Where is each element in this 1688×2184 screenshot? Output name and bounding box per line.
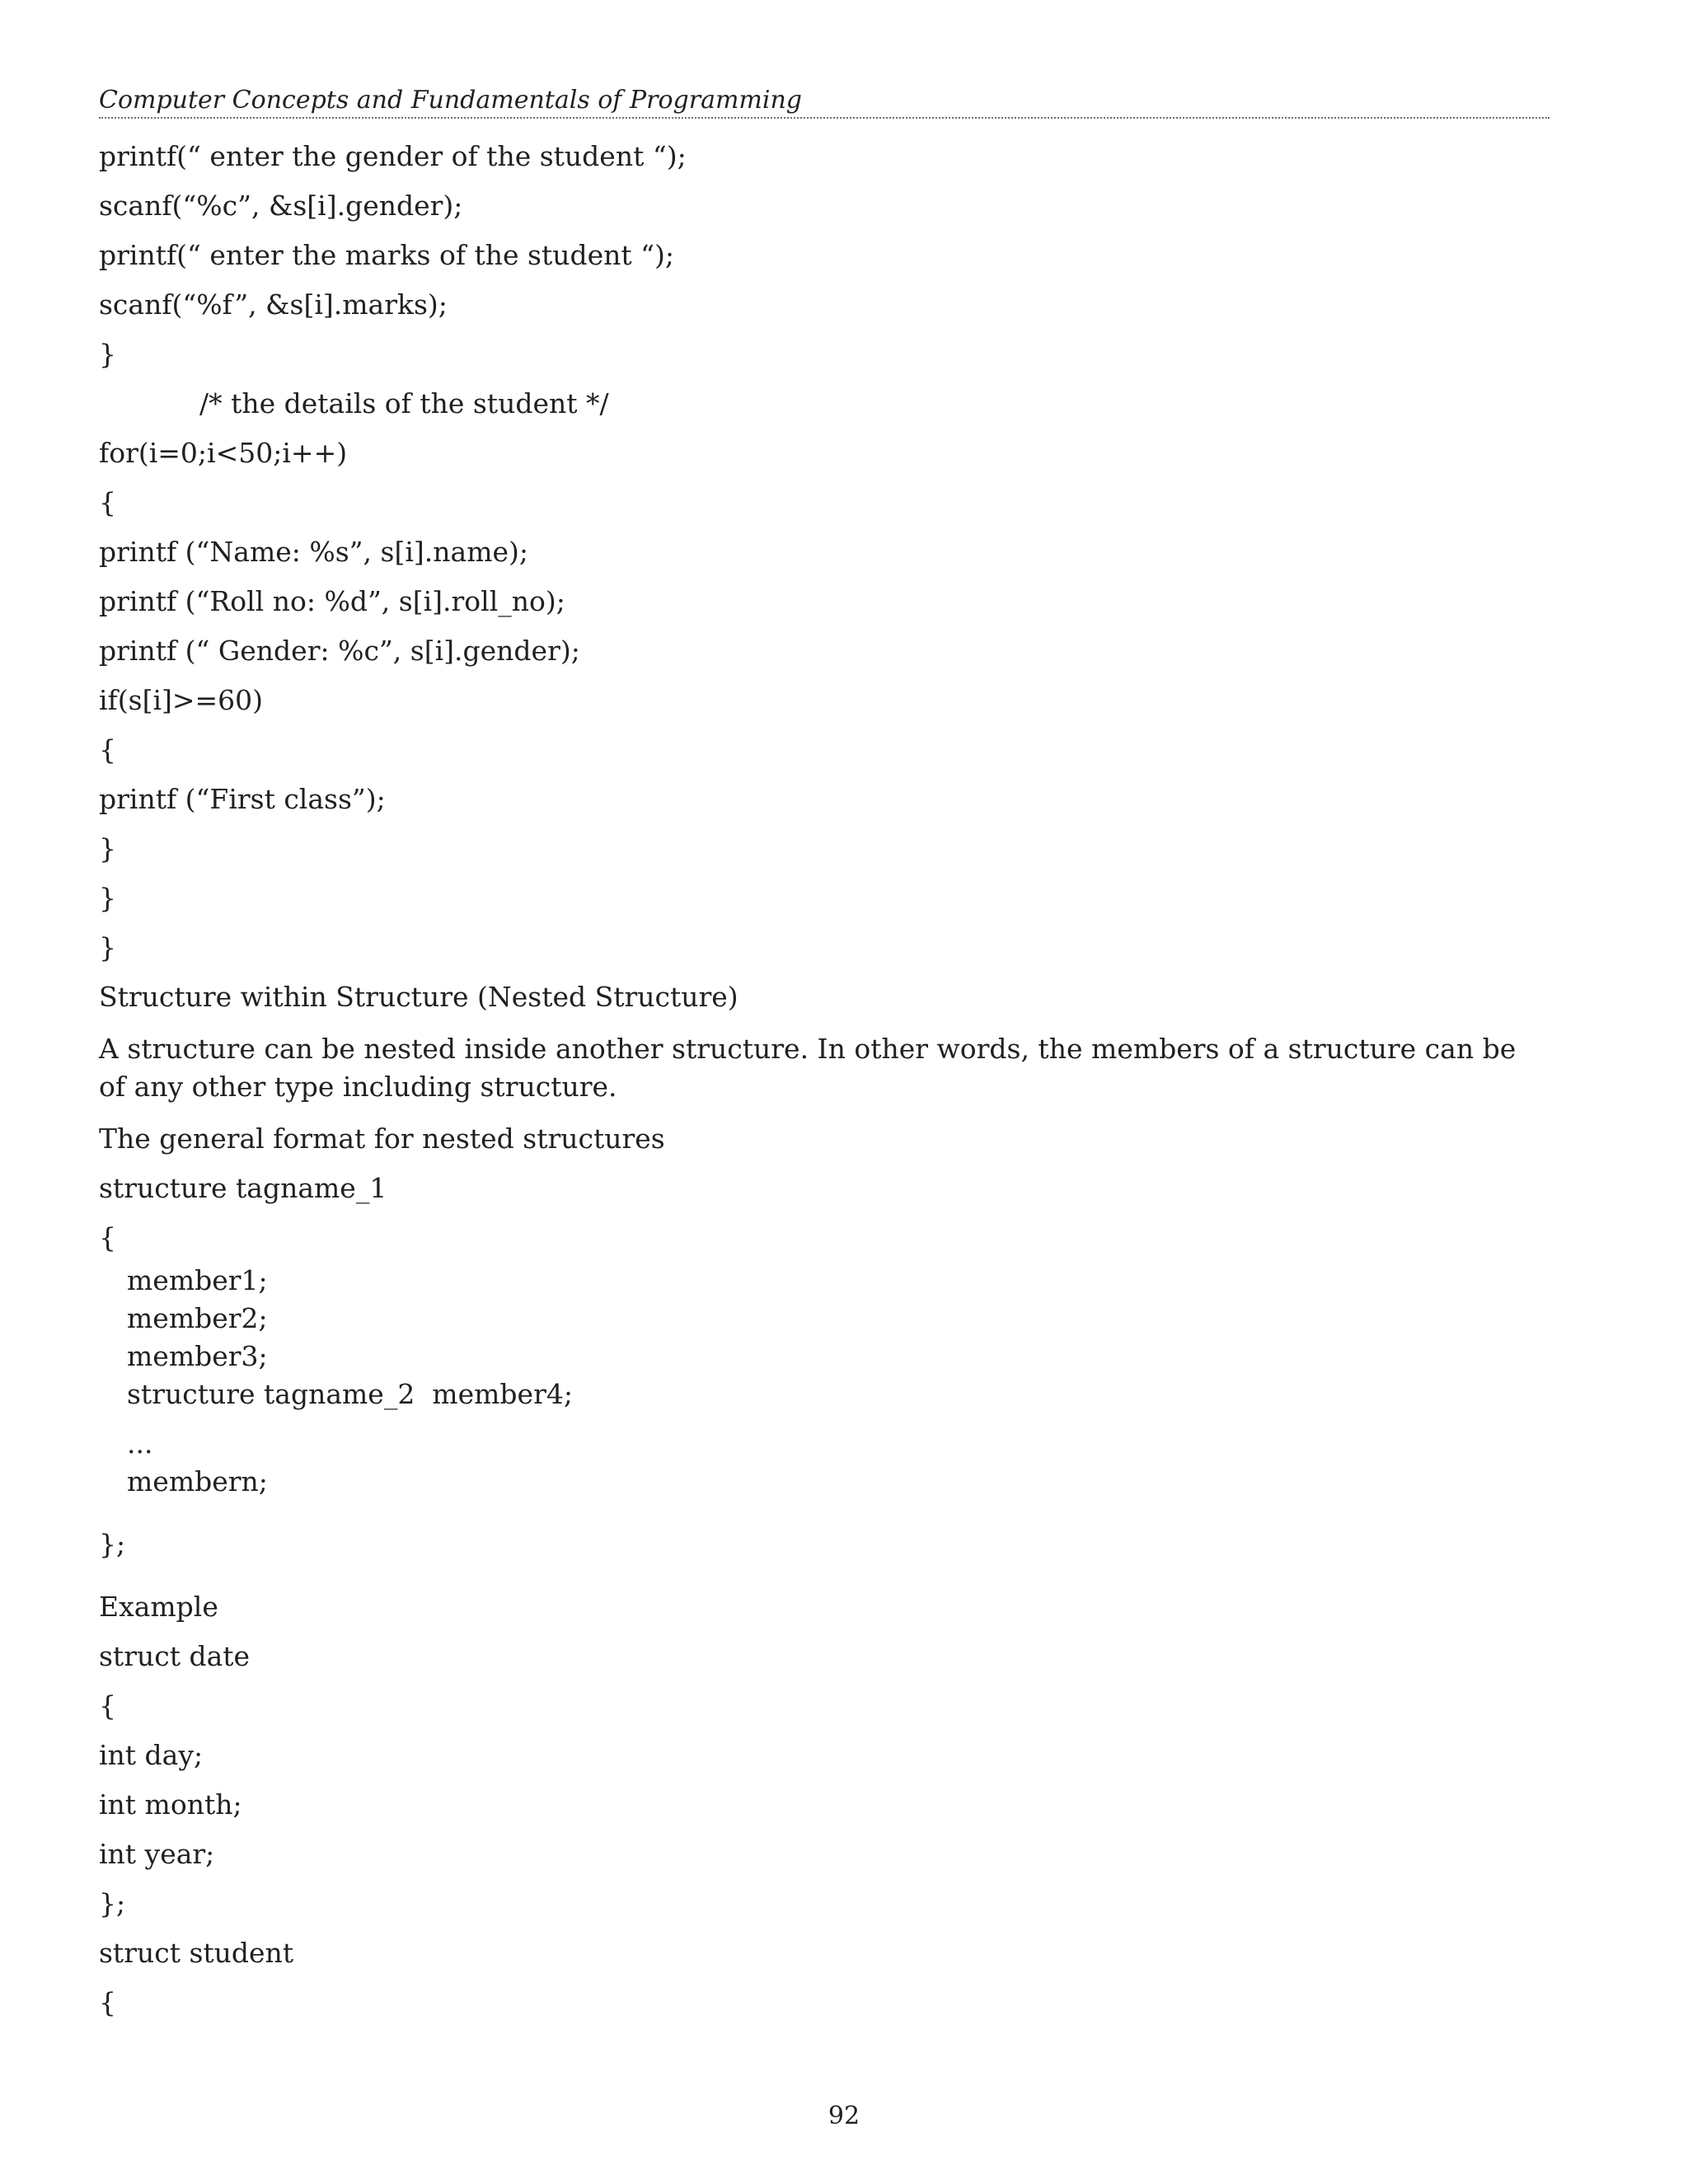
code-line: printf (“Roll no: %d”, s[i].roll_no); [99, 585, 565, 617]
format-brace-open: { [99, 1221, 116, 1254]
code-line: }; [99, 1887, 126, 1919]
page-number: 92 [828, 2102, 860, 2130]
format-member: structure tagname_2 member4; [127, 1378, 573, 1410]
running-header: Computer Concepts and Fundamentals of Programming [99, 86, 802, 115]
code-line: int day; [99, 1739, 204, 1771]
format-member: member2; [127, 1302, 268, 1334]
format-code-block [99, 1221, 1550, 1561]
format-member: member1; [127, 1264, 268, 1296]
page-content [99, 140, 1550, 2036]
section-paragraph: A structure can be nested inside another structure. In other words, the members of a structure can be of any other type including structure. [99, 1033, 1517, 1103]
code-line: printf (“ Gender: %c”, s[i].gender); [99, 635, 580, 667]
format-struct-line: structure tagname_1 [99, 1172, 387, 1204]
code-block-output [99, 437, 1550, 964]
format-intro: The general format for nested structures [99, 1122, 665, 1155]
code-line: scanf(“%f”, &s[i].marks); [99, 288, 448, 321]
format-member: member3; [127, 1340, 268, 1372]
code-line: struct date [99, 1640, 251, 1672]
code-line: printf(“ enter the gender of the student “); [99, 140, 687, 172]
code-line: scanf(“%c”, &s[i].gender); [99, 190, 463, 222]
example-code-block [99, 1640, 1550, 2019]
code-line: printf (“First class”); [99, 783, 386, 815]
format-ellipsis: ... [127, 1427, 153, 1460]
code-line: printf(“ enter the marks of the student “); [99, 239, 675, 271]
code-line: { [99, 1986, 116, 2018]
section-heading: Structure within Structure (Nested Structure) [99, 981, 738, 1013]
code-line: } [99, 882, 116, 914]
code-line: { [99, 486, 116, 518]
code-line: if(s[i]>=60) [99, 684, 264, 716]
code-line: { [99, 1690, 116, 1722]
code-line: } [99, 931, 116, 963]
code-line: struct student [99, 1937, 294, 1969]
code-line: } [99, 832, 116, 865]
format-member: membern; [127, 1465, 268, 1497]
code-comment: /* the details of the student */ [199, 387, 609, 419]
code-line: } [99, 338, 116, 370]
code-line: int month; [99, 1788, 242, 1821]
header-divider [99, 117, 1550, 119]
example-label: Example [99, 1591, 218, 1623]
code-line: { [99, 733, 116, 766]
format-brace-close: }; [99, 1528, 126, 1560]
code-block-input [99, 140, 1550, 371]
code-line: int year; [99, 1838, 215, 1870]
code-line: for(i=0;i<50;i++) [99, 437, 348, 469]
code-line: printf (“Name: %s”, s[i].name); [99, 536, 529, 568]
